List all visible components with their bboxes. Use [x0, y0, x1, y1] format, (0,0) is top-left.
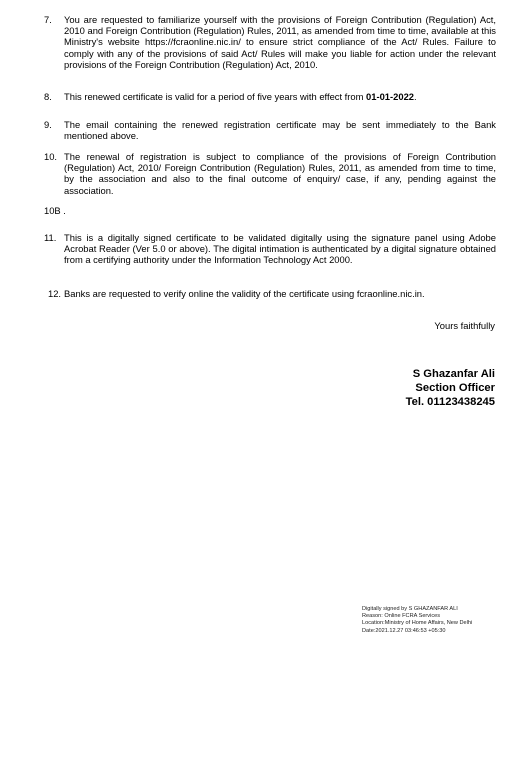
clause-text-part: This renewed certificate is valid for a period of five years with effect from [64, 91, 367, 102]
signature-signed-by: Digitally signed by S GHAZANFAR ALI [362, 606, 458, 612]
signatory-block [406, 367, 495, 409]
signatory-telephone: Tel. 01123438245 [405, 396, 495, 408]
signature-reason: Reason: Online FCRA Services [362, 613, 441, 620]
clause-10 [44, 151, 496, 196]
clause-7 [44, 14, 496, 70]
clause-12 [48, 288, 500, 299]
clause-number: 7. [44, 14, 52, 25]
signature-location: Location:Ministry of Home Affairs, New Delhi [362, 620, 473, 627]
clause-number: 12. [48, 288, 62, 299]
clause-text: You are requested to familiarize yourself with the provisions of Foreign Contribution (Regulation) Act, 2010 and Foreign Contribution (Regulation) Rules, 2011, as amended from time to time, available at this Ministry's website https://fcraonline.nic.in/ to ensure strict compliance of the Act/ Rules. Failure to comply with any of the provisions of said Act/ Rules will make you liable for action under the relevant provisions of the Foreign Contribution (Regulation) Act, 2010. [64, 14, 496, 70]
clause-number: 9. [44, 119, 52, 130]
clause-text-end: . [414, 91, 417, 102]
digital-signature-stamp[interactable] [362, 606, 472, 635]
clause-11 [44, 232, 496, 266]
signatory-designation: Section Officer [415, 382, 495, 394]
clause-number: 8. [44, 91, 52, 102]
clause-10b: 10B . [44, 205, 66, 216]
clause-number: 11. [44, 232, 57, 243]
clause-text [64, 91, 496, 102]
clause-text: The email containing the renewed registration certificate may be sent immediately to the Bank mentioned above. [64, 119, 496, 142]
closing-salutation: Yours faithfully [434, 320, 495, 331]
clause-text: This is a digitally signed certificate to be validated digitally using the signature panel using Adobe Acrobat Reader (Ver 5.0 or above). The digital intimation is authenticated by a digital signature obtained from a certifying authority under the Information Technology Act 2000. [64, 232, 496, 266]
signatory-name: S Ghazanfar Ali [412, 368, 495, 380]
clause-text: The renewal of registration is subject to compliance of the provisions of Foreign Contribution (Regulation) Act, 2010/ Foreign Contribution (Regulation) Rules, 2011, as amended from time to time, by the association and also to the final outcome of enquiry/ case, if any, pending against the association. [64, 151, 496, 196]
clause-8 [44, 91, 496, 102]
clause-number: 10. [44, 151, 58, 162]
validity-date: 01-01-2022 [366, 91, 415, 102]
signature-date: Date:2021.12.27 03:46:53 +05:30 [362, 627, 446, 634]
clause-text: Banks are requested to verify online the validity of the certificate using fcraonline.nic.in. [64, 288, 425, 299]
clause-9 [44, 119, 496, 141]
